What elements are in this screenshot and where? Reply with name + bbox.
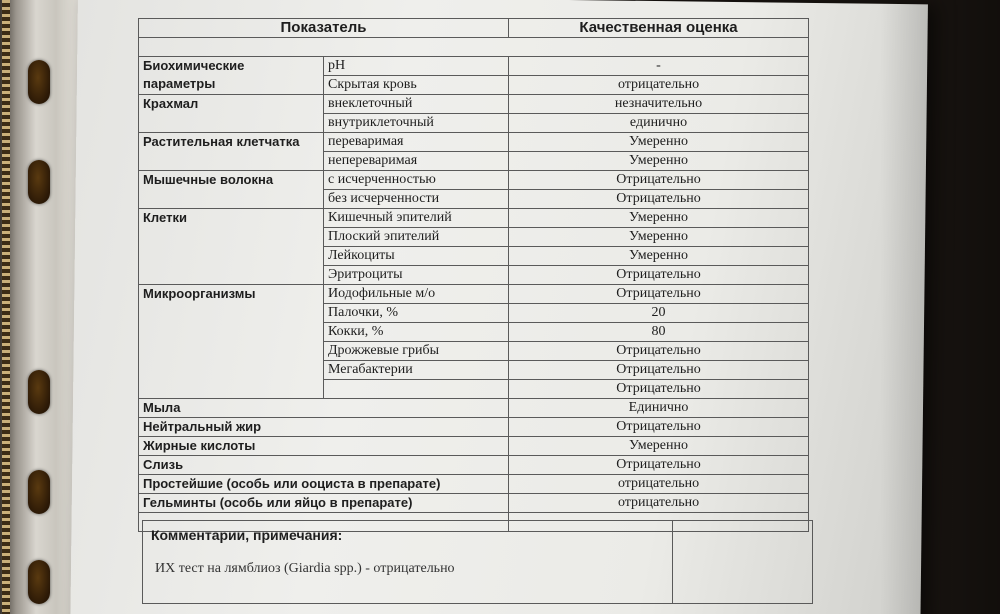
table-row (139, 133, 809, 152)
parameter-label: внеклеточный (324, 95, 509, 114)
results-table-body (139, 19, 809, 532)
header-indicator: Показатель (139, 19, 509, 38)
assessment-value: незначительно (509, 95, 809, 114)
parameter-label: Иодофильные м/о (324, 285, 509, 304)
binder-perforation (2, 0, 10, 614)
table-row (139, 475, 809, 494)
parameter-label: внутриклеточный (324, 114, 509, 133)
assessment-value: Умеренно (509, 209, 809, 228)
punch-hole (28, 470, 50, 514)
comments-note: ИХ тест на лямблиоз (Giardia spp.) - отрицательно (155, 561, 455, 576)
parameter-label: Плоский эпителий (324, 228, 509, 247)
parameter-label: Слизь (139, 456, 509, 475)
category-label: Микроорганизмы (139, 285, 324, 399)
table-row (139, 399, 809, 418)
table-row (139, 95, 809, 114)
assessment-value: единично (509, 114, 809, 133)
table-row (139, 494, 809, 513)
assessment-value: отрицательно (509, 475, 809, 494)
punch-hole (28, 560, 50, 604)
assessment-value: Умеренно (509, 247, 809, 266)
assessment-value: Отрицательно (509, 342, 809, 361)
table-row (139, 418, 809, 437)
parameter-label: Лейкоциты (324, 247, 509, 266)
assessment-value: Отрицательно (509, 456, 809, 475)
table-row (139, 456, 809, 475)
parameter-label: с исчерченностью (324, 171, 509, 190)
results-table (138, 18, 809, 532)
punch-hole (28, 160, 50, 204)
parameter-label: Эритроциты (324, 266, 509, 285)
category-label: Биохимические параметры (139, 57, 324, 95)
table-row (139, 171, 809, 190)
table-row (139, 209, 809, 228)
comments-empty-cell (673, 521, 813, 604)
assessment-value: Отрицательно (509, 171, 809, 190)
parameter-label: Гельминты (особь или яйцо в препарате) (139, 494, 509, 513)
parameter-label: без исчерченности (324, 190, 509, 209)
category-label: Крахмал (139, 95, 324, 133)
assessment-value: Умеренно (509, 437, 809, 456)
header-separator (139, 38, 809, 57)
parameter-label: переваримая (324, 133, 509, 152)
assessment-value: 80 (509, 323, 809, 342)
binder-sleeve (0, 0, 80, 614)
parameter-label: Мыла (139, 399, 509, 418)
parameter-label (324, 380, 509, 399)
comments-title: Комментарии, примечания: (151, 527, 343, 543)
assessment-value: Единично (509, 399, 809, 418)
parameter-label: Мегабактерии (324, 361, 509, 380)
assessment-value: Умеренно (509, 228, 809, 247)
parameter-label: pH (324, 57, 509, 76)
assessment-value: Отрицательно (509, 418, 809, 437)
parameter-label: Скрытая кровь (324, 76, 509, 95)
parameter-label: Простейшие (особь или ооциста в препарате) (139, 475, 509, 494)
parameter-label: Нейтральный жир (139, 418, 509, 437)
table-header-row (139, 19, 809, 38)
assessment-value: Отрицательно (509, 285, 809, 304)
punch-hole (28, 370, 50, 414)
assessment-value: Отрицательно (509, 380, 809, 399)
category-label: Мышечные волокна (139, 171, 324, 209)
assessment-value: Отрицательно (509, 361, 809, 380)
assessment-value: Отрицательно (509, 266, 809, 285)
parameter-label: Дрожжевые грибы (324, 342, 509, 361)
assessment-value: отрицательно (509, 76, 809, 95)
comments-row (143, 521, 813, 604)
parameter-label: непереваримая (324, 152, 509, 171)
assessment-value: Умеренно (509, 133, 809, 152)
assessment-value: 20 (509, 304, 809, 323)
assessment-value: - (509, 57, 809, 76)
category-label: Растительная клетчатка (139, 133, 324, 171)
punch-hole (28, 60, 50, 104)
parameter-label: Палочки, % (324, 304, 509, 323)
table-row (139, 285, 809, 304)
assessment-value: Умеренно (509, 152, 809, 171)
header-assessment: Качественная оценка (509, 19, 809, 38)
parameter-label: Кокки, % (324, 323, 509, 342)
assessment-value: отрицательно (509, 494, 809, 513)
assessment-value: Отрицательно (509, 190, 809, 209)
category-label: Клетки (139, 209, 324, 285)
parameter-label: Кишечный эпителий (324, 209, 509, 228)
comments-box (142, 520, 813, 604)
table-row (139, 437, 809, 456)
table-row (139, 57, 809, 76)
comments-cell (143, 521, 673, 604)
parameter-label: Жирные кислоты (139, 437, 509, 456)
